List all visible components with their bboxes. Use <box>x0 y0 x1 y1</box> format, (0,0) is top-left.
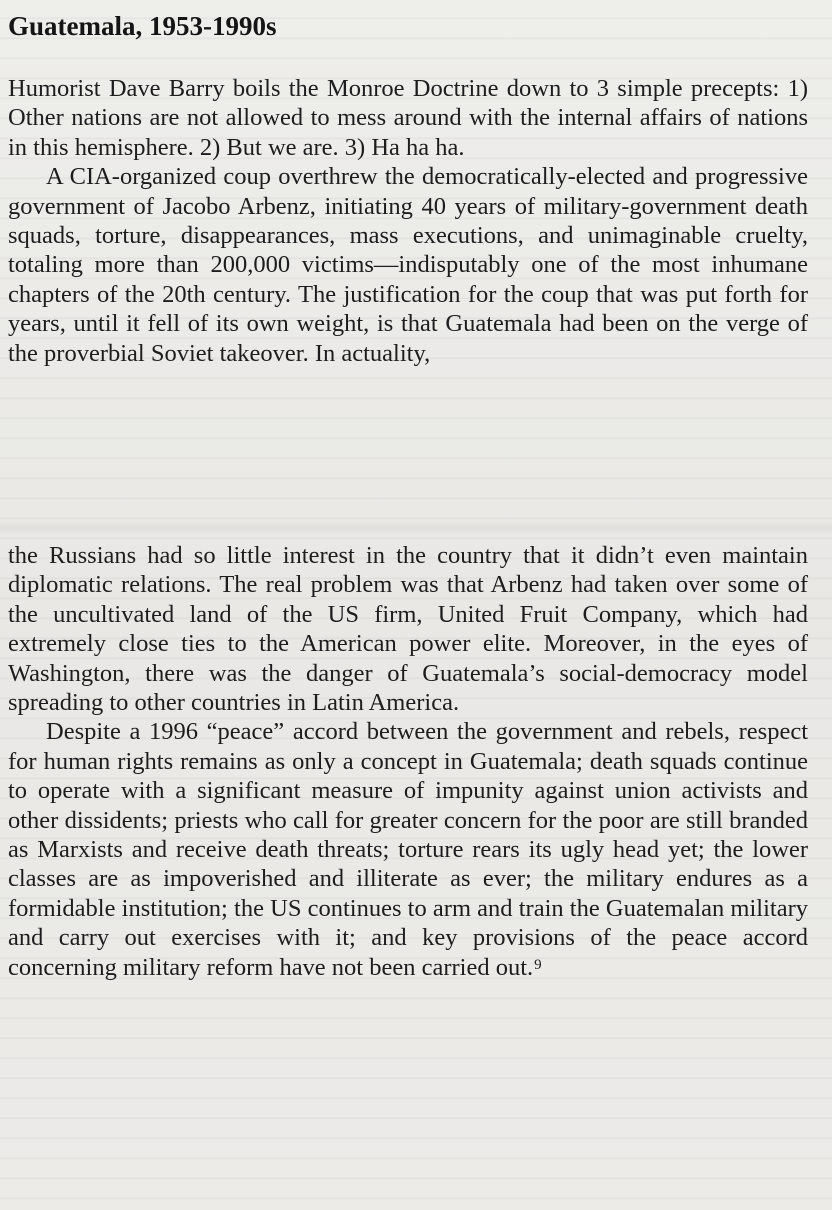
coup-paragraph-part2: the Russians had so little interest in the country that it didn’t even maintain diplomatic relations. The real problem was that Arbenz had taken over some of the uncultivated land of the US firm, United Fruit Company, which had extremely close ties to the American power elite. Moreover, in the eyes of Washington, there was the danger of Guatemala’s social-democracy model spreading to other countries in Latin America. <box>8 542 808 717</box>
intro-paragraph: Humorist Dave Barry boils the Monroe Doctrine down to 3 simple precepts: 1) Other nations are not allowed to mess around with the internal affairs of nations in this hemisphere. 2) But we are. 3) Ha ha ha. <box>8 75 808 161</box>
footnote-marker[interactable]: 9 <box>534 956 542 973</box>
section-heading: Guatemala, 1953-1990s <box>8 11 277 41</box>
accord-paragraph <box>8 717 808 982</box>
page-break-gap <box>0 521 832 535</box>
text-block-lower <box>8 541 808 982</box>
text-block-upper <box>8 74 808 368</box>
coup-paragraph-part1: A CIA-organized coup overthrew the democratically-elected and progressive government of Jacobo Arbenz, initiating 40 years of military-government death squads, torture, disappearances, mass executions, and unimaginable cruelty, totaling more than 200,000 victims—indisputably one of the most inhumane chapters of the 20th century. The justification for the coup that was put forth for years, until it fell of its own weight, is that Guatemala had been on the verge of the proverbial Soviet takeover. In actuality, <box>8 163 808 367</box>
accord-paragraph-text: Despite a 1996 “peace” accord between the government and rebels, respect for human rights remains as only a concept in Guatemala; death squads continue to operate with a significant measure of impunity against union activists and other dissidents; priests who call for greater concern for the poor are still branded as Marxists and receive death threats; torture rears its ugly head yet; the lower classes are as impoverished and illiterate as ever; the military endures as a formidable institution; the US continues to arm and train the Guatemalan military and carry out exercises with it; and key provisions of the peace accord concerning military reform have not been carried out. <box>8 718 808 981</box>
